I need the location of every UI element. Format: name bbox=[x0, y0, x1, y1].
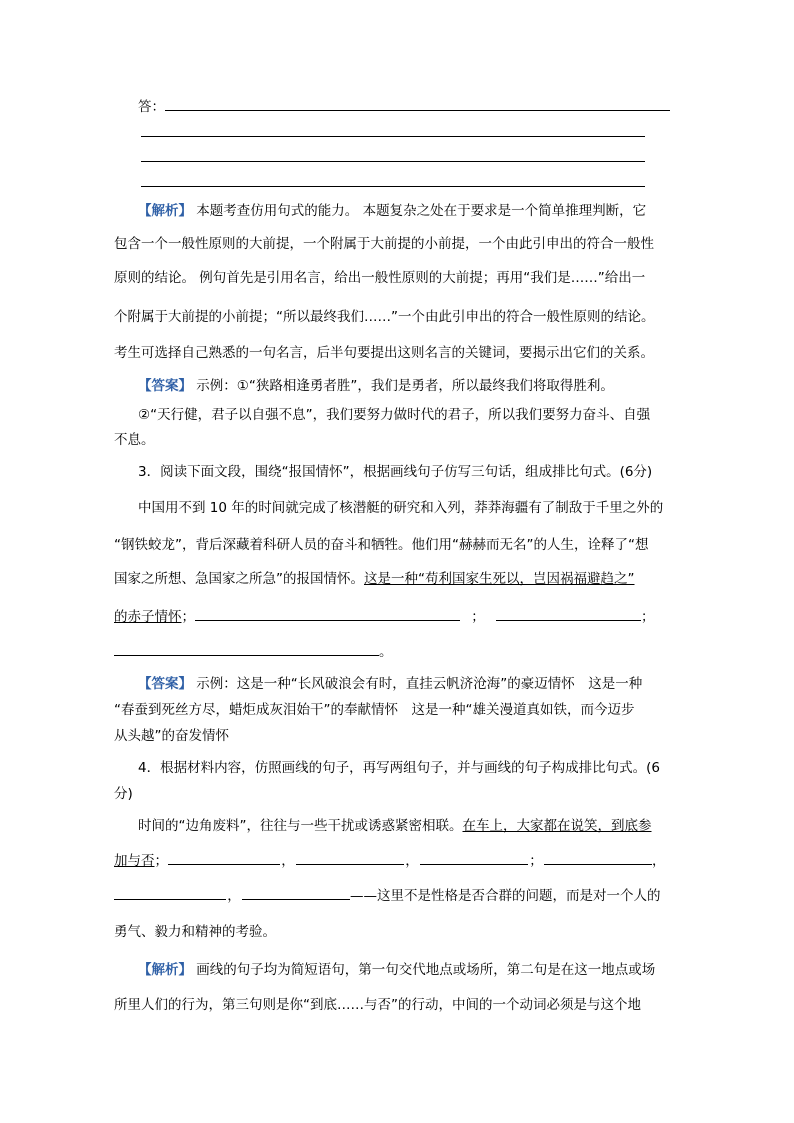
answer-tag: 【答案】 bbox=[138, 378, 192, 394]
question-3-para-3 bbox=[114, 569, 682, 589]
question-4-stem-1: 4．根据材料内容，仿照画线的句子，再写两组句子，并与画线的句子构成排比句式。(6 bbox=[138, 760, 660, 776]
analysis-1-line-2: 包含一个一般性原则的大前提，一个附属于大前提的小前提，一个由此引申出的符合一般性 bbox=[114, 236, 654, 252]
answer-3-text: 示例：这是一种“长风破浪会有时，直挂云帆济沧海”的豪迈情怀 这是一种 bbox=[196, 676, 643, 692]
analysis-tag: 【解析】 bbox=[138, 203, 192, 219]
question-4-stem-2: 分) bbox=[114, 786, 133, 802]
question-3-blank-1[interactable] bbox=[195, 606, 460, 621]
question-3-underlined-sentence: 这是一种“苟利国家生死以，岂因祸福避趋之” bbox=[364, 571, 635, 587]
question-3-stem: 3．阅读下面文段，围绕“报国情怀”，根据画线句子仿写三句话，组成排比句式。(6分) bbox=[138, 464, 653, 480]
analysis-1-text: 本题考查仿用句式的能力。 本题复杂之处在于要求是一个简单推理判断，它 bbox=[196, 203, 647, 219]
answer-label: 答： bbox=[138, 99, 165, 115]
question-3-underlined-end: 的赤子情怀 bbox=[114, 609, 182, 625]
question-4-underlined-end: 加与否 bbox=[114, 853, 155, 869]
analysis-1-line-5: 考生可选择自己熟悉的一句名言，后半句要提出这则名言的关键词，要揭示出它们的关系。 bbox=[114, 345, 654, 361]
question-4-blank-5[interactable] bbox=[114, 885, 226, 900]
answer-1-line-3: 不息。 bbox=[114, 432, 155, 448]
analysis-4-line-2: 所里人们的行为，第三句则是你“到底……与否”的行动，中间的一个动词必须是与这个地 bbox=[114, 997, 641, 1013]
answer-3-line-3: 从头越”的奋发情怀 bbox=[114, 728, 229, 744]
question-3-blank-3[interactable] bbox=[114, 641, 379, 656]
answer-rule-2[interactable] bbox=[141, 136, 645, 137]
question-3-para-5: 。 bbox=[114, 641, 682, 662]
question-4-para-3: ， ——这里不是性格是否合群的问题，而是对一个人的 bbox=[114, 885, 682, 906]
question-4-blank-6[interactable] bbox=[242, 885, 350, 900]
answer-1-text: 示例：①“狭路相逢勇者胜”，我们是勇者，所以最终我们将取得胜利。 bbox=[196, 378, 614, 394]
question-4-para-1: 时间的“边角废料”，往往与一些干扰或诱惑紧密相联。在车上，大家都在说笑，到底参 bbox=[138, 818, 652, 834]
question-4-underlined-start: 在车上，大家都在说笑，到底参 bbox=[462, 818, 652, 834]
answer-1-line-1 bbox=[138, 376, 706, 396]
analysis-tag: 【解析】 bbox=[138, 962, 192, 978]
answer-1-line-2: ②“天行健，君子以自强不息”，我们要努力做时代的君子，所以我们要努力奋斗、自强 bbox=[138, 407, 651, 423]
answer-tag: 【答案】 bbox=[138, 676, 192, 692]
analysis-1-line-4: 个附属于大前提的小前提；“所以最终我们……”一个由此引申出的符合一般性原则的结论。 bbox=[114, 309, 655, 325]
question-3-para-1: 中国用不到 10 年的时间就完成了核潜艇的研究和入列，莽莽海疆有了制敌于千里之外的 bbox=[138, 500, 664, 516]
analysis-1-line-3: 原则的结论。 例句首先是引用名言，给出一般性原则的大前提；再用“我们是……”给出一 bbox=[114, 270, 646, 286]
analysis-1-line-1 bbox=[138, 201, 706, 221]
question-3-blank-2[interactable] bbox=[496, 606, 641, 621]
answer-rule-3[interactable] bbox=[141, 161, 645, 162]
question-3-para-3a: 国家之所想、急国家之所急”的报国情怀。 bbox=[114, 571, 364, 587]
question-3-para-4: 的赤子情怀； ； ； bbox=[114, 606, 682, 627]
question-4-blank-3[interactable] bbox=[420, 850, 528, 865]
question-4-para-4: 勇气、毅力和精神的考验。 bbox=[114, 924, 276, 940]
question-3-para-2: “钢铁蛟龙”，背后深藏着科研人员的奋斗和牺牲。他们用“赫赫而无名”的人生，诠释了“想 bbox=[114, 537, 649, 553]
question-4-para-2: 加与否； ， ， ； ， bbox=[114, 850, 682, 871]
question-4-para-3-text: ——这里不是性格是否合群的问题，而是对一个人的 bbox=[350, 888, 661, 904]
question-4-blank-4[interactable] bbox=[544, 850, 652, 865]
analysis-4-line-1 bbox=[138, 960, 706, 980]
answer-blank[interactable] bbox=[165, 96, 670, 111]
analysis-4-text: 画线的句子均为简短语句，第一句交代地点或场所，第二句是在这一地点或场 bbox=[196, 962, 656, 978]
question-4-blank-1[interactable] bbox=[168, 850, 280, 865]
answer-line-1 bbox=[138, 96, 706, 117]
answer-rule-4[interactable] bbox=[141, 186, 645, 187]
answer-3-line-2: “春蚕到死丝方尽，蜡炬成灰泪始干”的奉献情怀 这是一种“雄关漫道真如铁，而今迈步 bbox=[114, 702, 635, 718]
question-4-blank-2[interactable] bbox=[296, 850, 404, 865]
answer-3-line-1 bbox=[138, 674, 706, 694]
